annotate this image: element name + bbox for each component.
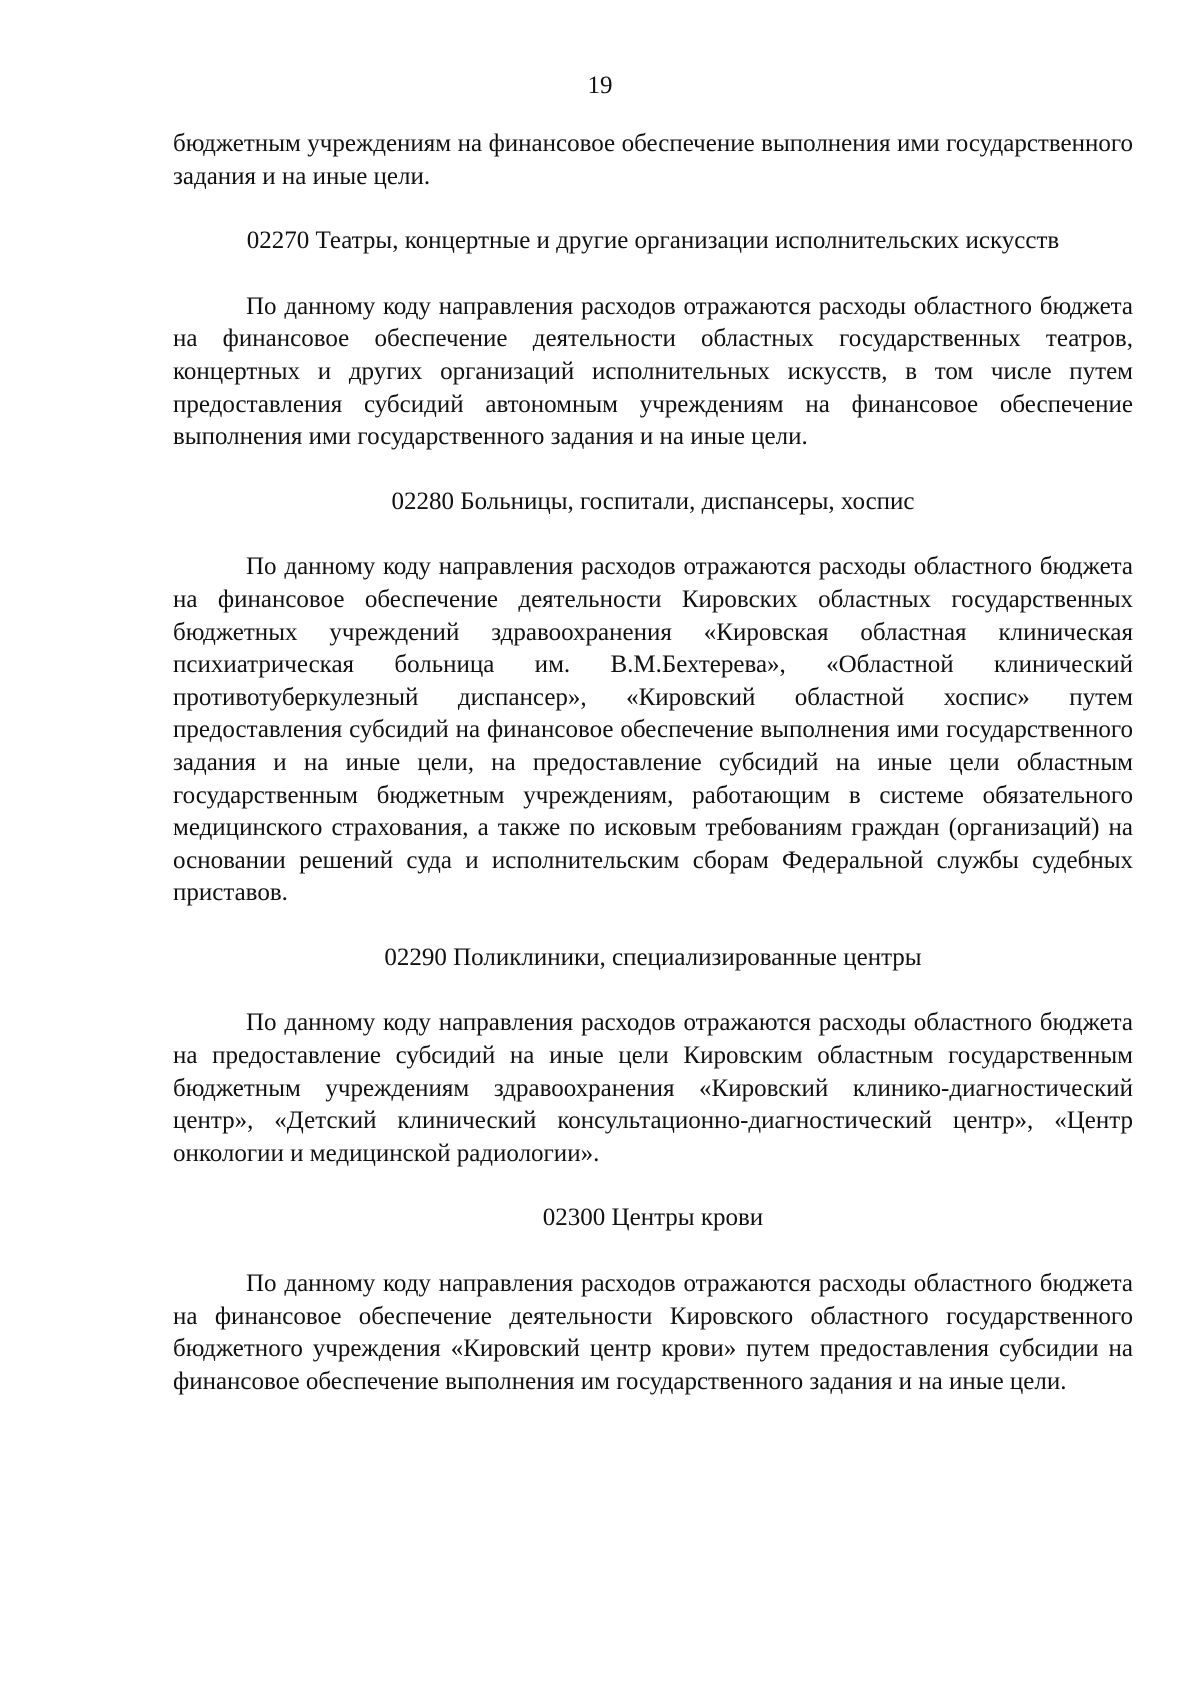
spacer xyxy=(173,258,1133,291)
paragraph-continuation: бюджетным учреждениям на финансовое обеспечение выполнения ими государственного задания и на иные цели. xyxy=(173,130,1133,190)
section-heading-02290: 02290 Поликлиники, специализированные центры xyxy=(384,943,922,971)
page-number: 19 xyxy=(587,72,613,99)
spacer xyxy=(173,1170,1133,1202)
section-heading-02280: 02280 Больницы, госпитали, диспансеры, хоспис xyxy=(391,487,915,515)
spacer xyxy=(173,1235,1133,1268)
spacer xyxy=(173,193,1133,225)
section-heading-02300: 02300 Центры крови xyxy=(542,1204,764,1232)
paragraph-02300: По данному коду направления расходов отражаются расходы областного бюджета на финансовое обеспечение деятельности Кировского областного государственного бюджетного учреждения «Кировский центр крови» путем предоставления субсидии на финансовое обеспечение выполнения им государственного задания и на иные цели. xyxy=(173,1270,1133,1395)
spacer xyxy=(173,910,1133,942)
spacer xyxy=(173,518,1133,551)
paragraph-02270: По данному коду направления расходов отражаются расходы областного бюджета на финансовое обеспечение деятельности областных государственных театров, концертных и других организаций исполнительных искусств, в том числе путем предоставления субсидий автономным учреждениям на финансовое обеспечение выполнения ими государственного задания и на иные цели. xyxy=(173,292,1133,451)
spacer xyxy=(173,454,1133,486)
paragraph-02290: По данному коду направления расходов отражаются расходы областного бюджета на предоставление субсидий на иные цели Кировским областным государственным бюджетным учреждениям здравоохранения «Кировский клинико-диагностический центр», «Детский клинический консультационно-диагностический центр», «Центр онкологии и медицинской радиологии». xyxy=(173,1009,1133,1167)
spacer xyxy=(173,974,1133,1007)
section-heading-02270: 02270 Театры, концертные и другие организации исполнительских искусств xyxy=(246,227,1060,255)
document-body xyxy=(173,128,1133,1398)
paragraph-02280: По данному коду направления расходов отражаются расходы областного бюджета на финансовое обеспечение деятельности Кировских областных государственных бюджетных учреждений здравоохранения «Кировская областная клиническая психиатрическая больница им. В.М.Бехтерева», «Областной клинический противотуберкулезный диспансер», «Кировский областной хоспис» путем предоставления субсидий на финансовое обеспечение выполнения ими государственного задания и на иные цели, на предоставление субсидий на иные цели областным государственным бюджетным учреждениям, работающим в системе обязательного медицинского страхования, а также по исковым требованиям граждан (организаций) на основании решений суда и исполнительским сборам Федеральной службы судебных приставов. xyxy=(173,553,1133,907)
